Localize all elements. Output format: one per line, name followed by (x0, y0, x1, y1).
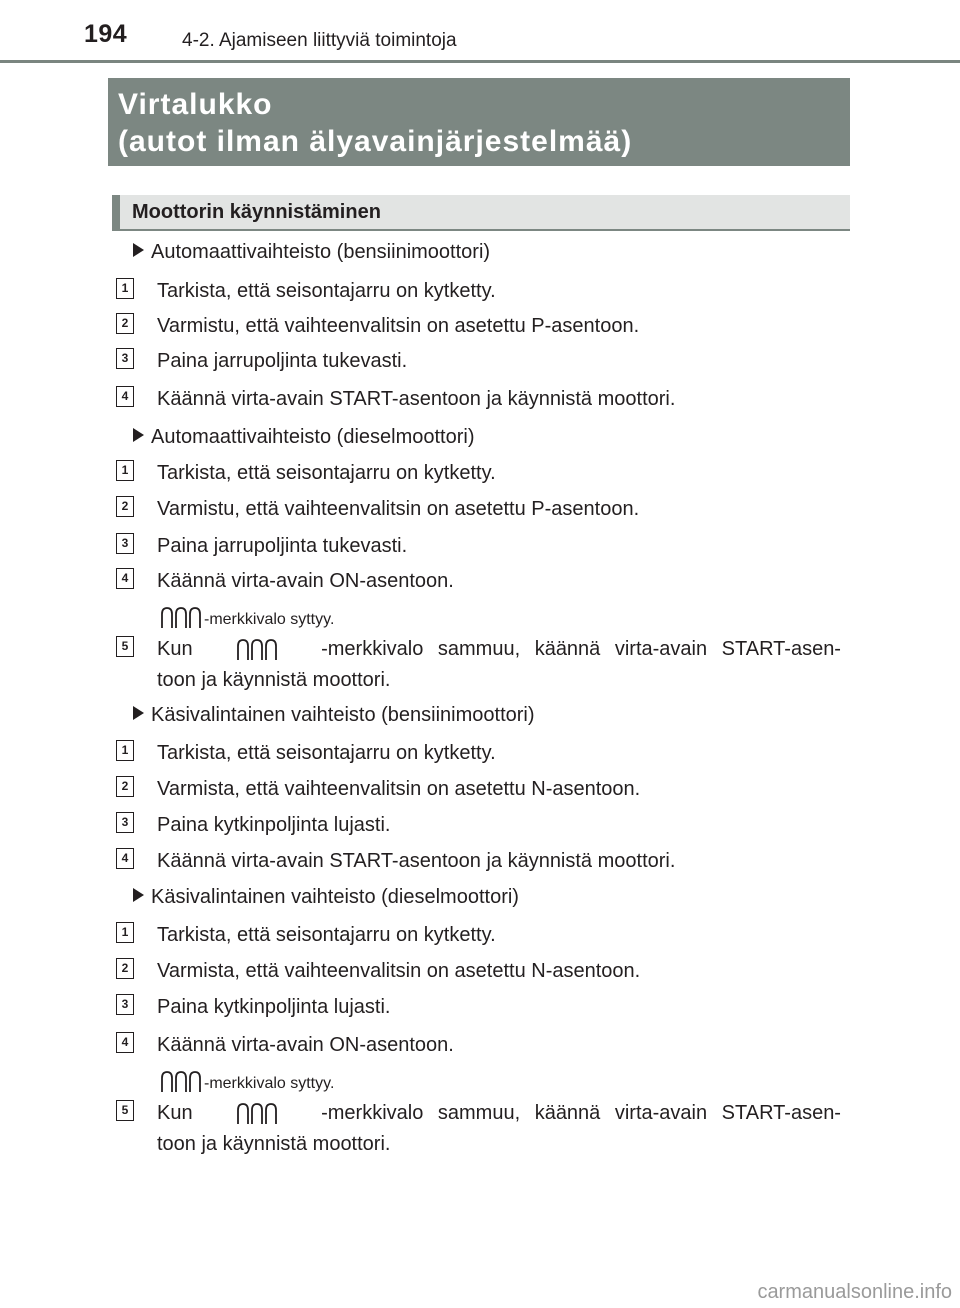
glow-plug-indicator-icon (158, 1070, 204, 1094)
indicator-note: -merkkivalo syttyy. (158, 606, 334, 630)
subheading: Automaattivaihteisto (dieselmoottori) (133, 425, 474, 449)
triangle-bullet-icon (133, 706, 144, 720)
indicator-note: -merkkivalo syttyy. (158, 1070, 334, 1094)
section-heading-label: Moottorin käynnistäminen (132, 201, 381, 223)
subheading: Käsivalintainen vaihteisto (bensiinimoottori) (133, 703, 535, 727)
subheading: Automaattivaihteisto (bensiinimoottori) (133, 240, 490, 264)
page-title-line1: Virtalukko (118, 88, 273, 121)
page-title-line2: (autot ilman älyavainjärjestelmää) (118, 125, 633, 158)
glow-plug-indicator-icon (158, 606, 204, 630)
subheading: Käsivalintainen vaihteisto (dieselmoottori) (133, 885, 519, 909)
content: Automaattivaihteisto (bensiinimoottori) 1 Tarkista, että seisontajarru on kytketty. 2 Varmistu, että vaihteenvalitsin on asetettu P-asentoon. 3 Paina jarrupoljinta tukevasti. 4 Käännä virta-avain START-asentoon ja käynnistä moottori. Automaattivaihteisto (dieselmoottori) 1 Tarkista, että seisontajarru on kytketty. 2 Varmistu, että vaihteenvalitsin on asetettu P-asentoon. 3 Paina jarrupoljinta tukevasti. 4 Käännä virta-avain ON-asentoon. -merkkivalo syttyy. 5 Kun -merkkivalo sammuu, käännä virta-avain START-asen- toon ja käynnistä moottori. Käsivalintainen vaihteisto (bensiinimoottori) 1 Tarkista, että seisontajarru on kytketty. 2 Varmista, että vaihteenvalitsin on asetettu N-asentoon. 3 Paina kytkinpoljinta lujasti. 4 Käännä virta-avain START-asentoon ja käynnistä moottori. Käsivalintainen vaihteisto (dieselmoottori) 1 Tarkista, että seisontajarru on kytketty. 2 Varmista, että vaihteenvalitsin on asetettu N-asentoon. 3 Paina kytkinpoljinta lujasti. 4 Käännä virta-avain ON-asentoon. -merkkivalo syttyy. 5 Kun -merkkivalo sammuu, käännä virta-avain START-asen- toon ja käynnistä moottori. (0, 0, 960, 1308)
chapter-title: 4-2. Ajamiseen liittyviä toimintoja (182, 30, 457, 51)
triangle-bullet-icon (133, 888, 144, 902)
watermark: carmanualsonline.info (757, 1281, 952, 1303)
page-number: 194 (84, 20, 128, 48)
triangle-bullet-icon (133, 428, 144, 442)
triangle-bullet-icon (133, 243, 144, 257)
glow-plug-indicator-icon (234, 638, 280, 662)
glow-plug-indicator-icon (234, 1102, 280, 1126)
